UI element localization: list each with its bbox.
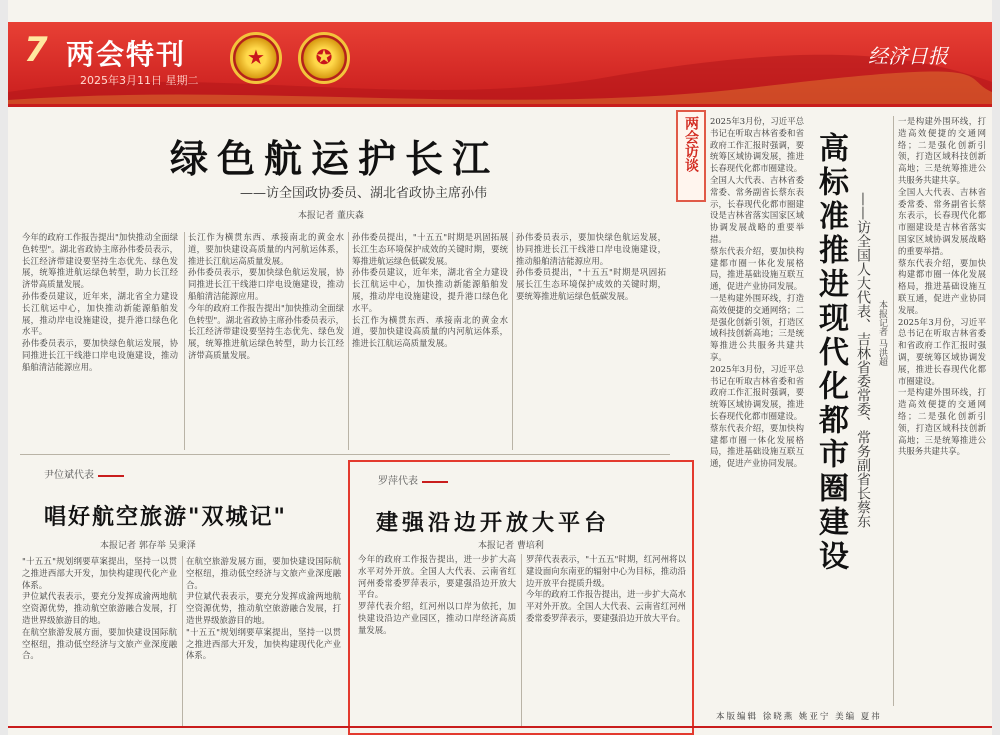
paragraph: 孙伟委员表示，要加快绿色航运发展，协同推进长江干线港口岸电设施建设，推动船舶清洁能源应用。 bbox=[516, 232, 666, 266]
paragraph: 蔡东代表介绍，要加快构建都市圈一体化发展格局，推进基础设施互联互通，促进产业协同发展。 bbox=[710, 422, 804, 469]
left-bottom-headline: 唱好航空旅游"双城记" bbox=[44, 505, 287, 530]
cppcc-emblem-icon: ✪ bbox=[298, 32, 350, 84]
column-divider bbox=[184, 232, 185, 450]
masthead-rule bbox=[8, 104, 992, 107]
issue-date: 2025年3月11日 星期二 bbox=[80, 74, 199, 87]
section-label: 罗萍代表 bbox=[378, 472, 448, 487]
paragraph: 今年的政府工作报告提出，进一步扩大高水平对外开放。全国人大代表、云南省红河州委常委罗萍表示，要建强沿边开放大平台。 bbox=[358, 554, 516, 600]
column-divider bbox=[893, 116, 894, 706]
paragraph: 长江作为横贯东西、承接南北的黄金水道，要加快建设高质量的内河航运体系，推进长江航运高质量发展。 bbox=[352, 314, 508, 349]
section-title: 两会特刊 bbox=[66, 38, 187, 71]
paragraph: 蔡东代表介绍，要加快构建都市圈一体化发展格局，推进基础设施互联互通，促进产业协同发展。 bbox=[710, 245, 804, 292]
paragraph: "十五五"规划纲要草案提出，坚持一以贯之推进西部大开发，加快构建现代化产业体系。 bbox=[22, 556, 177, 590]
page-number: 7 bbox=[24, 30, 48, 70]
paragraph: 今年的政府工作报告提出"加快推动全面绿色转型"。湖北省政协主席孙伟委员表示，长江经济带建设要坚持生态优先、绿色发展，统筹推进航运绿色转型，助力长江经济带高质量发展。 bbox=[188, 302, 344, 360]
paragraph: 全国人大代表、吉林省委常委、常务副省长蔡东表示，长春现代化都市圈建设是吉林省落实国家区域协调发展战略的重要举措。 bbox=[898, 186, 986, 256]
paragraph: 2025年3月份，习近平总书记在听取吉林省委和省政府工作汇报时强调，要统筹区域协调发展，推进长春现代化都市圈建设。 bbox=[710, 116, 804, 174]
paragraph: 孙伟委员提出，"十五五"时期是巩固拓展长江生态环境保护成效的关键时期，要统筹推进航运绿色低碳发展。 bbox=[516, 267, 666, 301]
paragraph: 罗萍代表表示，"十五五"时期，红河州将以建设面向东南亚的辐射中心为目标，推动沿边开放平台提质升级。 bbox=[526, 554, 686, 588]
main-column-3 bbox=[352, 232, 508, 450]
paragraph: 罗萍代表介绍，红河州以口岸为依托，加快建设沿边产业园区，推动口岸经济高质量发展。 bbox=[358, 601, 516, 635]
paragraph: 孙伟委员提出，"十五五"时期是巩固拓展长江生态环境保护成效的关键时期，要统筹推进航运绿色低碳发展。 bbox=[352, 232, 508, 266]
paragraph: 孙伟委员表示，要加快绿色航运发展，协同推进长江干线港口岸电设施建设，推动船舶清洁能源应用。 bbox=[22, 338, 178, 372]
left-bottom-column-1 bbox=[22, 556, 177, 726]
paragraph: 孙伟委员建议，近年来，湖北省全力建设长江航运中心，加快推动新能源船舶发展，推动岸电设施建设，提升港口绿色化水平。 bbox=[352, 267, 508, 313]
middle-bottom-column-1 bbox=[358, 554, 516, 726]
main-column-1 bbox=[22, 232, 178, 450]
column-divider bbox=[348, 232, 349, 450]
paragraph: 一是构建外围环线，打造高效便捷的交通网络；二是强化创新引领，打造区域科技创新高地；三是统筹推进公共服务共建共享。 bbox=[710, 292, 804, 362]
paragraph: 蔡东代表介绍，要加快构建都市圈一体化发展格局，推进基础设施互联互通，促进产业协同发展。 bbox=[898, 257, 986, 315]
newspaper-logo: 经济日报 bbox=[868, 44, 948, 68]
paragraph: 2025年3月份，习近平总书记在听取吉林省委和省政府工作汇报时强调，要统筹区域协调发展，推进长春现代化都市圈建设。 bbox=[710, 363, 804, 421]
paragraph: 在航空旅游发展方面，要加快建设国际航空枢纽，推动低空经济与文旅产业深度融合。 bbox=[22, 626, 177, 661]
main-headline: 绿色航运护长江 bbox=[170, 137, 500, 181]
right-byline: 本报记者 马洪超 bbox=[877, 300, 887, 366]
paragraph: 今年的政府工作报告提出，进一步扩大高水平对外开放。全国人大代表、云南省红河州委常委罗萍表示，要建强沿边开放大平台。 bbox=[526, 589, 686, 623]
paragraph: 孙伟委员表示，要加快绿色航运发展，协同推进长江干线港口岸电设施建设，推动船舶清洁能源应用。 bbox=[188, 267, 344, 301]
paragraph: 一是构建外围环线，打造高效便捷的交通网络；二是强化创新引领，打造区域科技创新高地；三是统筹推进公共服务共建共享。 bbox=[898, 387, 986, 457]
footer-rule bbox=[8, 726, 992, 728]
middle-bottom-headline: 建强沿边开放大平台 bbox=[376, 511, 611, 536]
left-bottom-column-2 bbox=[186, 556, 341, 726]
newspaper-page bbox=[8, 0, 992, 735]
paragraph: 在航空旅游发展方面，要加快建设国际航空枢纽，推动低空经济与文旅产业深度融合。 bbox=[186, 556, 341, 590]
middle-bottom-byline: 本报记者 曹培利 bbox=[478, 541, 544, 551]
paragraph: "十五五"规划纲要草案提出，坚持一以贯之推进西部大开发，加快构建现代化产业体系。 bbox=[186, 626, 341, 661]
column-divider bbox=[512, 232, 513, 450]
paragraph: 尹位斌代表表示，要充分发挥成渝两地航空资源优势，推动航空旅游融合发展，打造世界级旅游目的地。 bbox=[22, 591, 177, 625]
main-column-2 bbox=[188, 232, 344, 450]
paragraph: 一是构建外围环线，打造高效便捷的交通网络；二是强化创新引领，打造区域科技创新高地；三是统筹推进公共服务共建共享。 bbox=[898, 116, 986, 185]
column-divider bbox=[182, 556, 183, 726]
main-byline: 本报记者 董庆森 bbox=[298, 211, 364, 221]
left-bottom-byline: 本报记者 郭存举 吴秉泽 bbox=[100, 541, 196, 551]
paragraph: 全国人大代表、吉林省委常委、常务副省长蔡东表示，长春现代化都市圈建设是吉林省落实国家区域协调发展战略的重要举措。 bbox=[710, 174, 804, 244]
right-column-1 bbox=[710, 116, 804, 706]
right-column-2 bbox=[898, 116, 986, 706]
national-emblem-icon: ★ bbox=[230, 32, 282, 84]
middle-bottom-column-2 bbox=[526, 554, 686, 726]
paragraph: 2025年3月份，习近平总书记在听取吉林省委和省政府工作汇报时强调，要统筹区域协调发展，推进长春现代化都市圈建设。 bbox=[898, 316, 986, 386]
paragraph: 孙伟委员建议，近年来，湖北省全力建设长江航运中心，加快推动新能源船舶发展，推动岸电设施建设，提升港口绿色化水平。 bbox=[22, 290, 178, 337]
main-column-4 bbox=[516, 232, 666, 450]
right-headline: 高标准推进现代化都市圈建设 bbox=[813, 132, 848, 574]
paragraph: 长江作为横贯东西、承接南北的黄金水道，要加快建设高质量的内河航运体系，推进长江航运高质量发展。 bbox=[188, 232, 344, 266]
section-label: 尹位斌代表 bbox=[44, 466, 124, 481]
section-divider bbox=[20, 454, 670, 455]
paragraph: 今年的政府工作报告提出"加快推动全面绿色转型"。湖北省政协主席孙伟委员表示，长江经济带建设要坚持生态优先、绿色发展，统筹推进航运绿色转型，助力长江经济带高质量发展。 bbox=[22, 232, 178, 290]
right-subheadline: ——访全国人大代表、吉林省委常委、常务副省长蔡东 bbox=[855, 192, 871, 528]
paragraph: 尹位斌代表表示，要充分发挥成渝两地航空资源优势，推动航空旅游融合发展，打造世界级旅游目的地。 bbox=[186, 591, 341, 625]
interview-tag: 两会访谈 bbox=[676, 110, 706, 202]
editor-credits: 本版编辑 徐晓燕 姚亚宁 美编 夏祎 bbox=[716, 712, 882, 722]
column-divider bbox=[521, 554, 522, 726]
main-subheadline: ——访全国政协委员、湖北省政协主席孙伟 bbox=[240, 186, 488, 201]
